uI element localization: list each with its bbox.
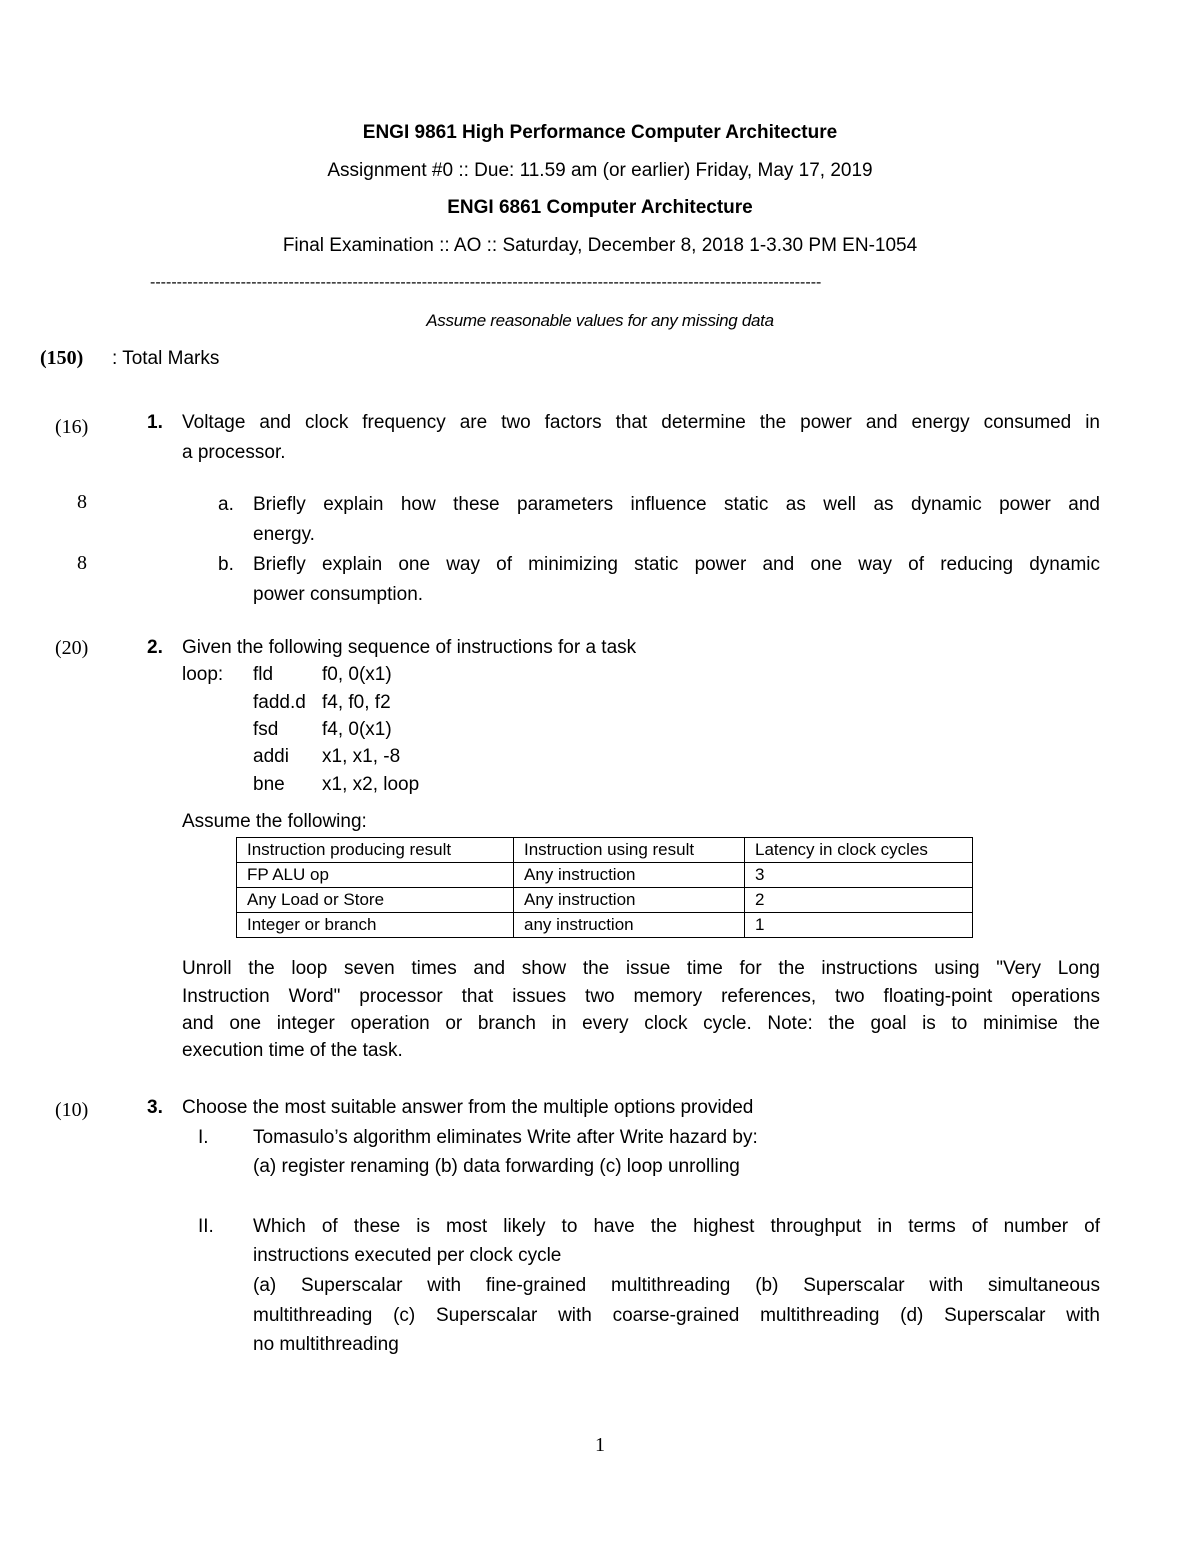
code-args: f4, f0, f2 — [322, 692, 391, 713]
q3-ii-text-line: instructions executed per clock cycle — [253, 1245, 562, 1266]
table-cell: 2 — [745, 888, 973, 913]
total-marks-value: (150) — [40, 347, 84, 369]
table-cell: Any instruction — [514, 863, 745, 888]
code-op: fld — [253, 664, 274, 685]
q3-ii-label: II. — [198, 1216, 214, 1237]
q2-intro: Given the following sequence of instructions for a task — [182, 637, 637, 658]
q1a-text-line: Briefly explain how these parameters influence static as well as dynamic power and — [253, 494, 1100, 515]
q1a-text-line: energy. — [253, 524, 315, 545]
q2-assume: Assume the following: — [182, 811, 367, 832]
table-header-row — [237, 838, 973, 863]
q3-ii-text-line: multithreading (c) Superscalar with coarse-grained multithreading (d) Superscalar with — [253, 1305, 1100, 1326]
table-cell: Integer or branch — [237, 913, 514, 938]
course-title-2: ENGI 6861 Computer Architecture — [447, 197, 753, 218]
table-row — [237, 888, 973, 913]
code-args: f4, 0(x1) — [322, 719, 392, 740]
q3-i-text-line: Tomasulo’s algorithm eliminates Write after Write hazard by: — [253, 1127, 758, 1148]
code-op: fadd.d — [253, 692, 306, 713]
divider: ------------------------------------------------------------------------------------------------------------------------------ — [150, 274, 822, 291]
q3-intro: Choose the most suitable answer from the multiple options provided — [182, 1097, 754, 1118]
q3-i-label: I. — [198, 1127, 209, 1148]
table-header: Instruction producing result — [237, 838, 514, 863]
q1b-label: b. — [218, 554, 234, 575]
q3-ii-text-line: (a) Superscalar with fine-grained multithreading (b) Superscalar with simultaneous — [253, 1275, 1100, 1296]
q1b-text-line: power consumption. — [253, 584, 424, 605]
q3-ii-text-line: Which of these is most likely to have the highest throughput in terms of number of — [253, 1216, 1100, 1237]
code-op: addi — [253, 746, 289, 767]
q1-text-line: a processor. — [182, 442, 286, 463]
loop-label: loop: — [182, 664, 224, 685]
table-cell: Any instruction — [514, 888, 745, 913]
q2-number: 2. — [147, 637, 163, 658]
instructions-note: Assume reasonable values for any missing data — [426, 311, 774, 330]
code-args: x1, x2, loop — [322, 774, 420, 795]
exam-line: Final Examination :: AO :: Saturday, December 8, 2018 1-3.30 PM EN-1054 — [282, 235, 918, 256]
code-args: x1, x1, -8 — [322, 746, 401, 767]
table-row — [237, 913, 973, 938]
table-cell: Any Load or Store — [237, 888, 514, 913]
q2-text-line: execution time of the task. — [182, 1040, 403, 1061]
assignment-line: Assignment #0 :: Due: 11.59 am (or earlier) Friday, May 17, 2019 — [327, 160, 873, 181]
total-marks-label: : Total Marks — [112, 348, 220, 369]
course-title: ENGI 9861 High Performance Computer Architecture — [362, 122, 838, 143]
q1a-label: a. — [218, 494, 234, 515]
q1b-text-line: Briefly explain one way of minimizing static power and one way of reducing dynamic — [253, 554, 1100, 575]
code-args: f0, 0(x1) — [322, 664, 392, 685]
table-header: Instruction using result — [514, 838, 745, 863]
table-cell: 1 — [745, 913, 973, 938]
table-cell: FP ALU op — [237, 863, 514, 888]
latency-table — [236, 837, 973, 938]
q2-text-line: and one integer operation or branch in every clock cycle. Note: the goal is to minimise the — [182, 1013, 1100, 1034]
q2-text-line: Instruction Word" processor that issues two memory references, two floating-point operations — [182, 986, 1100, 1007]
table-cell: any instruction — [514, 913, 745, 938]
table-header: Latency in clock cycles — [745, 838, 973, 863]
page-number: 1 — [595, 1434, 605, 1456]
q3-i-text-line: (a) register renaming (b) data forwarding (c) loop unrolling — [253, 1156, 740, 1177]
q1-number: 1. — [147, 412, 163, 433]
table-row — [237, 863, 973, 888]
table-cell: 3 — [745, 863, 973, 888]
q1-marks: (16) — [55, 416, 89, 438]
q1b-marks: 8 — [77, 552, 87, 574]
q3-number: 3. — [147, 1097, 163, 1118]
q3-marks: (10) — [55, 1099, 89, 1121]
q1a-marks: 8 — [77, 491, 87, 513]
q2-marks: (20) — [55, 637, 89, 659]
code-op: fsd — [253, 719, 279, 740]
q3-ii-text-line: no multithreading — [253, 1334, 399, 1355]
q2-text-line: Unroll the loop seven times and show the issue time for the instructions using "Very Long — [182, 958, 1100, 979]
q1-text-line: Voltage and clock frequency are two factors that determine the power and energy consumed in — [182, 412, 1100, 433]
code-op: bne — [253, 774, 285, 795]
